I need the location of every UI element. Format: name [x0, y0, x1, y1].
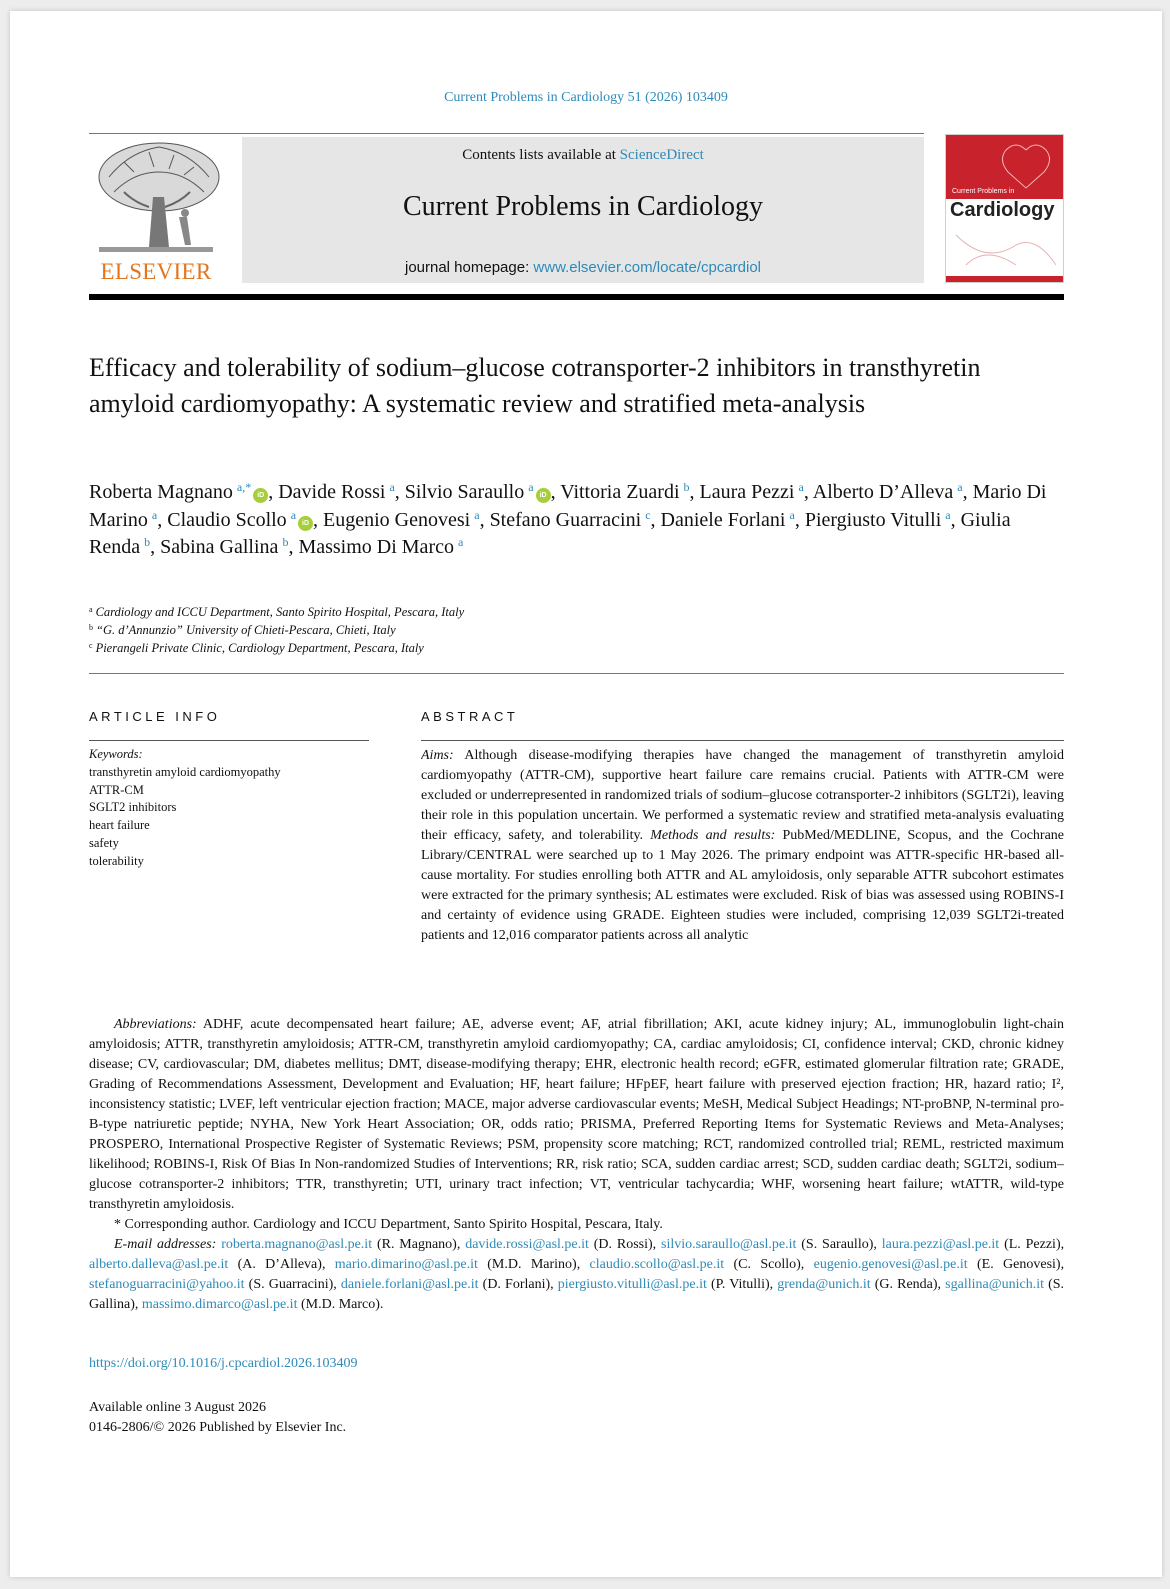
orcid-icon[interactable]: iD	[253, 488, 268, 503]
affiliation-text: Cardiology and ICCU Department, Santo Spirito Hospital, Pescara, Italy	[95, 605, 465, 619]
contents-line	[242, 147, 924, 164]
author-name: Silvio Saraullo	[404, 481, 525, 503]
email-owner: (S. Saraullo)	[801, 1237, 874, 1252]
keyword: tolerability	[89, 853, 144, 868]
author	[298, 536, 463, 558]
journal-name: Current Problems in Cardiology	[402, 191, 764, 222]
author-affiliation-mark[interactable]: a	[151, 507, 158, 522]
author-affiliation-mark[interactable]: a	[290, 507, 297, 522]
author-name: Giulia Renda	[89, 508, 1011, 558]
author-affiliation-mark[interactable]: b	[144, 535, 151, 549]
email-owner: (R. Magnano)	[376, 1237, 457, 1252]
article-info-heading: ARTICLE INFO	[89, 709, 221, 724]
email-footnote: E-mail addresses: roberta.magnano@asl.pe.it (R. Magnano), davide.rossi@asl.pe.it (D. Rossi), silvio.saraullo@asl.pe.it (S. Saraullo), laura.pezzi@asl.pe.it (L. Pezzi), alberto.dalleva@asl.pe.it (A. D’Alleva), mario.dimarino@asl.pe.it (M.D. Marino), claudio.scollo@asl.pe.it (C. Scollo), eugenio.genovesi@asl.pe.it (E. Genovesi), stefanoguarracini@yahoo.it (S. Guarracini), daniele.forlani@asl.pe.it (D. Forlani), piergiusto.vitulli@asl.pe.it (P. Vitulli), grenda@unich.it (G. Renda), sgallina@unich.it (S. Gallina), massimo.dimarco@asl.pe.it (M.D. Marco).	[89, 1237, 1065, 1312]
email-link[interactable]: grenda@unich.it	[777, 1277, 871, 1292]
email-owner: (E. Genovesi)	[976, 1257, 1061, 1272]
masthead-thick-rule	[89, 294, 1064, 300]
author-name: Alberto D’Alleva	[812, 481, 954, 503]
author	[405, 481, 551, 503]
email-owner: (L. Pezzi)	[1004, 1237, 1061, 1252]
email-owner: (D. Forlani)	[482, 1277, 551, 1292]
author	[661, 509, 795, 531]
keywords-block	[89, 746, 369, 871]
corresponding-author-footnote: * Corresponding author. Cardiology and ICCU Department, Santo Spirito Hospital, Pescara, Italy.	[114, 1217, 663, 1232]
methods-label: Methods and results:	[650, 828, 776, 843]
author	[560, 481, 689, 503]
author	[813, 481, 963, 503]
email-link[interactable]: sgallina@unich.it	[945, 1277, 1044, 1292]
author-name: Vittoria Zuardi	[560, 481, 680, 503]
email-owner: (C. Scollo)	[733, 1257, 801, 1272]
email-link[interactable]: piergiusto.vitulli@asl.pe.it	[557, 1277, 707, 1292]
email-link[interactable]: claudio.scollo@asl.pe.it	[589, 1257, 725, 1272]
email-owner: (G. Renda)	[874, 1277, 938, 1292]
orcid-icon[interactable]: iD	[298, 516, 313, 531]
aims-text: Although disease-modifying therapies have changed the management of transthyretin amyloid cardiomyopathy (ATTR-CM), supportive heart failure care remains crucial. Patients with ATTR-CM were excluded or underrepresented in randomized trials of sodium–glucose cotransporter-2 inhibitors (SGLT2i), leaving their role in this population uncertain. We performed a systematic review and stratified meta-analysis evaluating their efficacy, safety, and tolerability.	[421, 748, 1064, 843]
abstract-text	[421, 746, 1064, 964]
author	[89, 481, 268, 503]
email-link[interactable]: massimo.dimarco@asl.pe.it	[141, 1297, 298, 1312]
email-link[interactable]: roberta.magnano@asl.pe.it	[221, 1237, 373, 1252]
affiliation-list	[89, 603, 789, 657]
article-info-rule	[89, 740, 369, 741]
affiliation-key: b	[89, 623, 93, 632]
author-list: Roberta Magnano $^{a,*}$iD , Davide Rossi $^a$, Silvio Saraullo $^a$iD , Vittoria Zuardi $^b$, Laura Pezzi $^a$, Alberto D’Alleva $^a$, Mario Di Marino $^a$, Claudio Scollo $^a$iD , Eugenio Genovesi $^a$, Stefano Guarracini $^c$, Daniele Forlani $^a$, Piergiusto Vitulli $^a$, Giulia Renda $^b$, Sabina Gallina $^b$, Massimo Di Marco $^a$	[89, 480, 1047, 558]
abbreviations-label: Abbreviations:	[114, 1017, 197, 1032]
email-owner: (M.D. Marino)	[487, 1257, 577, 1272]
homepage-prefix: journal homepage:	[404, 259, 530, 276]
keyword: heart failure	[89, 818, 150, 833]
author-affiliation-mark[interactable]: a	[798, 480, 804, 494]
author	[160, 536, 288, 558]
elsevier-tree-logo-icon	[89, 137, 223, 257]
author-affiliation-mark[interactable]: a	[474, 507, 480, 522]
elsevier-logo	[89, 137, 223, 285]
email-link[interactable]: laura.pezzi@asl.pe.it	[881, 1237, 1000, 1252]
author	[805, 509, 951, 531]
author-affiliation-mark[interactable]: a,*	[236, 480, 252, 494]
email-owner: (D. Rossi)	[593, 1237, 653, 1252]
author-affiliation-mark[interactable]: b	[282, 535, 289, 549]
cover-sketch-icon	[946, 225, 1064, 275]
affiliation-text: Pierangeli Private Clinic, Cardiology Department, Pescara, Italy	[95, 641, 424, 655]
keyword: ATTR-CM	[89, 782, 144, 797]
author-name: Daniele Forlani	[660, 508, 786, 531]
cover-title: Cardiology	[950, 199, 1055, 221]
sciencedirect-link[interactable]: ScienceDirect	[619, 147, 704, 163]
doi-link[interactable]: https://doi.org/10.1016/j.cpcardiol.2026.103409	[89, 1356, 358, 1371]
author-name: Stefano Guarracini	[489, 508, 642, 531]
email-link[interactable]: alberto.dalleva@asl.pe.it	[89, 1257, 229, 1272]
author	[278, 481, 395, 503]
info-rule	[89, 673, 1064, 674]
author	[700, 481, 804, 503]
email-owner: (P. Vitulli)	[711, 1277, 770, 1292]
author-affiliation-mark[interactable]: c	[645, 507, 651, 522]
keyword: SGLT2 inhibitors	[89, 800, 177, 815]
publisher-name: ELSEVIER	[100, 259, 212, 284]
author-name: Massimo Di Marco	[298, 536, 454, 558]
email-owner: (S. Guarracini)	[248, 1277, 334, 1292]
affiliation-key: a	[89, 605, 93, 614]
abstract-rule	[421, 740, 1064, 741]
author-affiliation-mark[interactable]: a	[389, 480, 395, 494]
available-online: Available online 3 August 2026	[89, 1400, 267, 1415]
keyword: safety	[89, 835, 119, 850]
author-name: Laura Pezzi	[699, 481, 795, 503]
email-link[interactable]: stefanoguarracini@yahoo.it	[89, 1277, 245, 1292]
affiliation	[89, 621, 789, 639]
journal-masthead	[242, 137, 924, 283]
author-name: Sabina Gallina	[160, 536, 279, 558]
email-link[interactable]: davide.rossi@asl.pe.it	[465, 1237, 589, 1252]
paper-page	[10, 11, 1162, 1577]
author-affiliation-mark[interactable]: a	[458, 535, 464, 549]
author	[167, 509, 313, 531]
abbreviations-footnote	[89, 1015, 1064, 1215]
footnotes	[89, 1015, 1064, 1315]
email-link[interactable]: daniele.forlani@asl.pe.it	[340, 1277, 479, 1292]
email-link[interactable]: mario.dimarino@asl.pe.it	[334, 1257, 478, 1272]
journal-cover	[945, 134, 1064, 283]
author-name: Eugenio Genovesi	[323, 508, 471, 531]
abstract-heading: ABSTRACT	[421, 709, 519, 724]
email-label: E-mail addresses:	[114, 1237, 217, 1252]
author-affiliation-mark[interactable]: a	[528, 480, 534, 494]
keywords-label: Keywords:	[89, 747, 143, 761]
email-link[interactable]: eugenio.genovesi@asl.pe.it	[813, 1257, 968, 1272]
author-affiliation-mark[interactable]: b	[683, 480, 690, 494]
affiliation-key: c	[89, 641, 93, 650]
publication-info	[89, 1398, 346, 1438]
affiliation-text: “G. d’Annunzio” University of Chieti-Pescara, Chieti, Italy	[96, 623, 396, 637]
email-owner: (A. D’Alleva)	[237, 1257, 322, 1272]
email-link[interactable]: silvio.saraullo@asl.pe.it	[661, 1237, 797, 1252]
email-owner: (M.D. Marco).	[300, 1297, 384, 1312]
author-name: Mario Di Marino	[89, 481, 1047, 531]
author-name: Claudio Scollo	[167, 508, 287, 531]
orcid-icon[interactable]: iD	[536, 488, 551, 503]
copyright: 0146-2806/© 2026 Published by Elsevier Inc.	[89, 1420, 347, 1435]
keyword: transthyretin amyloid cardiomyopathy	[89, 764, 281, 779]
author-affiliation-mark[interactable]: a	[957, 480, 963, 494]
cover-foot	[946, 276, 1064, 282]
author-affiliation-mark[interactable]: a	[945, 507, 951, 522]
aims-label: Aims:	[421, 748, 454, 763]
author-affiliation-mark[interactable]: a	[789, 507, 795, 522]
header-rule	[89, 133, 924, 134]
homepage-link[interactable]: www.elsevier.com/locate/cpcardiol	[533, 259, 762, 276]
cover-small-text: Current Problems in	[952, 188, 1015, 195]
methods-text: PubMed/MEDLINE, Scopus, and the Cochrane Library/CENTRAL were searched up to 1 May 2026. The primary endpoint was ATTR-specific HR-based all-cause mortality. For studies enrolling both ATTR and AL amyloidosis, only separable ATTR subcohort estimates were extracted for the primary synthesis; AL estimates were excluded. Risk of bias was assessed using ROBINS-I and certainty of evidence using GRADE. Eighteen studies were included, comprising 12,039 SGLT2i-treated patients and 12,016 comparator patients across all analytic	[421, 828, 1064, 943]
affiliation	[89, 603, 789, 621]
author	[490, 509, 651, 531]
abbreviations-text: ADHF, acute decompensated heart failure; AE, adverse event; AF, atrial fibrillation; AKI, acute kidney injury; AL, immunoglobulin light-chain amyloidosis; ATTR, transthyretin amyloidosis; ATTR-CM, transthyretin amyloid cardiomyopathy; CA, cardiac amyloidosis; CI, confidence interval; CKD, chronic kidney disease; CV, cardiovascular; DM, diabetes mellitus; DMT, disease-modifying therapy; EHR, electronic health record; eGFR, estimated glomerular filtration rate; GRADE, Grading of Recommendations Assessment, Development and Evaluation; HF, heart failure; HFpEF, heart failure with preserved ejection fraction; HR, hazard ratio; I², inconsistency statistic; LVEF, left ventricular ejection fraction; MACE, major adverse cardiovascular events; MeSH, Medical Subject Headings; NT-proBNP, N-terminal pro-B-type natriuretic peptide; NYHA, New York Heart Association; OR, odds ratio; PRISMA, Preferred Reporting Items for Systematic Reviews and Meta-Analyses; PROSPERO, International Prospective Register of Systematic Reviews; PSM, propensity score matching; RCT, randomized controlled trial; REML, restricted maximum likelihood; ROBINS-I, Risk Of Bias In Non-randomized Studies of Interventions; RR, risk ratio; SCA, sudden cardiac arrest; SCD, sudden cardiac death; SGLT2i, sodium–glucose cotransporter-2 inhibitors; TTR, transthyretin; UTI, urinary tract infection; VT, ventricular tachycardia; WHF, worsening heart failure; wtATTR, wild-type transthyretin amyloidosis.	[89, 1017, 1064, 1212]
homepage-line	[242, 259, 924, 276]
article-title: Efficacy and tolerability of sodium–glucose cotransporter-2 inhibitors in transthyretin amyloid cardiomyopathy: A systematic review and stratified meta-analysis	[89, 353, 981, 418]
email-owner: (S. Gallina)	[89, 1277, 1065, 1312]
author-name: Roberta Magnano	[89, 481, 233, 503]
author-name: Davide Rossi	[278, 481, 386, 503]
author-name: Piergiusto Vitulli	[804, 508, 942, 531]
author	[323, 509, 480, 531]
affiliation	[89, 639, 789, 657]
contents-prefix: Contents lists available at	[462, 147, 616, 163]
journal-reference-link[interactable]: Current Problems in Cardiology 51 (2026) 103409	[444, 90, 728, 105]
